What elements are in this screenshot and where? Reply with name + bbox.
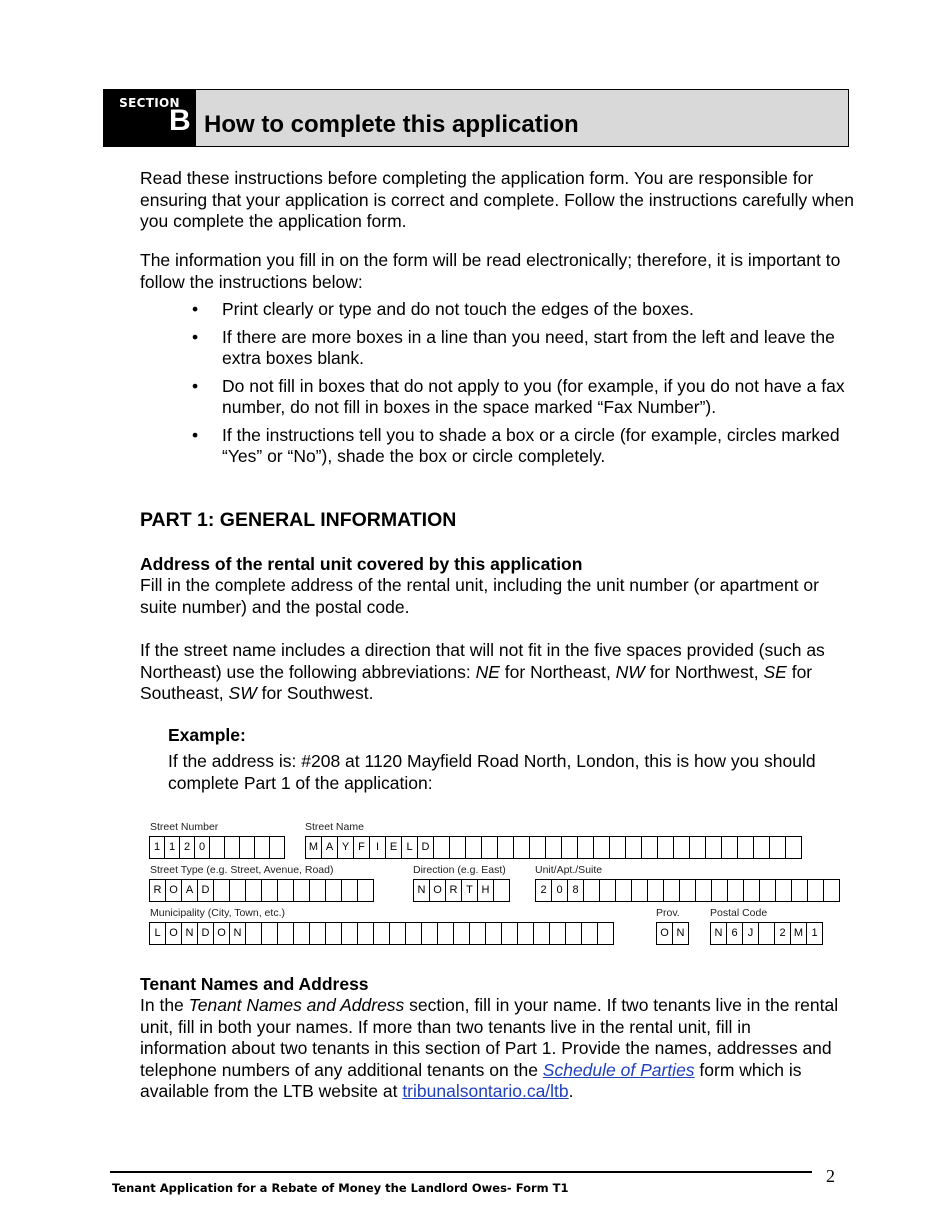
char-box: [240, 837, 255, 858]
part1-heading: PART 1: GENERAL INFORMATION: [140, 509, 457, 531]
char-box: [498, 837, 514, 858]
char-box: D: [198, 880, 214, 901]
char-box: 6: [727, 923, 743, 944]
tenant-heading: Tenant Names and Address: [140, 974, 369, 994]
char-box: [422, 923, 438, 944]
char-box: [454, 923, 470, 944]
char-box: [438, 923, 454, 944]
char-box: [610, 837, 626, 858]
char-box: I: [370, 837, 386, 858]
char-box: A: [322, 837, 338, 858]
char-box: 2: [775, 923, 791, 944]
footer-rule: [110, 1171, 812, 1173]
char-box: [502, 923, 518, 944]
char-box: [738, 837, 754, 858]
char-box: N: [414, 880, 430, 901]
char-box: [786, 837, 801, 858]
char-box: F: [354, 837, 370, 858]
char-box: [450, 837, 466, 858]
char-box: [518, 923, 534, 944]
intro-paragraph-2: The information you fill in on the form will be read electronically; therefore, it is important to follow the instructions below:: [140, 250, 841, 292]
char-box: [342, 923, 358, 944]
char-box: [214, 880, 230, 901]
municipality-label: Municipality (City, Town, etc.): [150, 907, 285, 919]
char-box: M: [306, 837, 322, 858]
char-box: [466, 837, 482, 858]
province-boxes: [656, 922, 689, 945]
char-box: R: [446, 880, 462, 901]
char-box: [626, 837, 642, 858]
direction-label: Direction (e.g. East): [413, 864, 506, 876]
char-box: [246, 923, 262, 944]
char-box: 8: [568, 880, 584, 901]
char-box: [294, 880, 310, 901]
char-box: [514, 837, 530, 858]
char-box: [632, 880, 648, 901]
tenant-paragraph: In the Tenant Names and Address section, fill in your name. If two tenants live in the rental unit, fill in both your names. If more than two tenants live in the rental unit, fill in information about two tenants in this section of Part 1. Provide the names, addresses and telephone numbers of any additional tenants on the Schedule of Parties form which is available from the LTB website at tribunalsontario.ca/ltb.: [140, 995, 839, 1101]
char-box: [390, 923, 406, 944]
section-title: How to complete this application: [204, 111, 579, 138]
char-box: N: [711, 923, 727, 944]
char-box: [434, 837, 450, 858]
char-box: [582, 923, 598, 944]
section-label: SECTION: [119, 96, 180, 110]
char-box: N: [182, 923, 198, 944]
char-box: [600, 880, 616, 901]
province-label: Prov.: [656, 907, 680, 919]
street-name-label: Street Name: [305, 821, 364, 833]
char-box: [744, 880, 760, 901]
char-box: L: [402, 837, 418, 858]
char-box: [210, 837, 225, 858]
char-box: O: [430, 880, 446, 901]
char-box: [594, 837, 610, 858]
char-box: J: [743, 923, 759, 944]
char-box: [294, 923, 310, 944]
char-box: O: [166, 880, 182, 901]
char-box: A: [182, 880, 198, 901]
unit-boxes: [535, 879, 840, 902]
char-box: [262, 923, 278, 944]
char-box: O: [657, 923, 673, 944]
street-type-label: Street Type (e.g. Street, Avenue, Road): [150, 864, 334, 876]
char-box: [664, 880, 680, 901]
char-box: [759, 923, 775, 944]
char-box: [578, 837, 594, 858]
char-box: [225, 837, 240, 858]
address-heading: Address of the rental unit covered by this application: [140, 554, 583, 574]
footer-form-title: Tenant Application for a Rebate of Money the Landlord Owes- Form T1: [112, 1181, 569, 1195]
char-box: [674, 837, 690, 858]
char-box: 0: [552, 880, 568, 901]
list-item: • Print clearly or type and do not touch the edges of the boxes.: [190, 299, 870, 321]
char-box: [326, 880, 342, 901]
intro-paragraph-1: Read these instructions before completing the application form. You are responsible for ensuring that your application is correct and complete. Follow the instructions carefully when you complete the application form.: [140, 168, 854, 231]
char-box: [326, 923, 342, 944]
char-box: [792, 880, 808, 901]
street-number-label: Street Number: [150, 821, 219, 833]
char-box: [562, 837, 578, 858]
char-box: [406, 923, 422, 944]
char-box: [310, 923, 326, 944]
char-box: [760, 880, 776, 901]
char-box: [278, 923, 294, 944]
char-box: O: [166, 923, 182, 944]
char-box: M: [791, 923, 807, 944]
char-box: [534, 923, 550, 944]
list-item: • Do not fill in boxes that do not apply to you (for example, if you do not have a fax number, do not fill in boxes in the space marked “Fax Number”).: [190, 376, 870, 419]
street-type-boxes: [149, 879, 374, 902]
char-box: [658, 837, 674, 858]
char-box: R: [150, 880, 166, 901]
postal-code-boxes: [710, 922, 823, 945]
postal-code-label: Postal Code: [710, 907, 768, 919]
page-number: 2: [826, 1166, 835, 1186]
street-number-boxes: [149, 836, 285, 859]
char-box: [486, 923, 502, 944]
char-box: [616, 880, 632, 901]
char-box: [310, 880, 326, 901]
char-box: [342, 880, 358, 901]
char-box: 1: [165, 837, 180, 858]
char-box: H: [478, 880, 494, 901]
char-box: [824, 880, 839, 901]
char-box: [494, 880, 509, 901]
char-box: 1: [811, 927, 818, 939]
char-box: [598, 923, 613, 944]
char-box: [648, 880, 664, 901]
char-box: Y: [338, 837, 354, 858]
example-paragraph: If the address is: #208 at 1120 Mayfield Road North, London, this is how you should complete Part 1 of the application:: [168, 751, 816, 793]
char-box: [470, 923, 486, 944]
char-box: [482, 837, 498, 858]
char-box: [808, 880, 824, 901]
street-name-boxes: [305, 836, 802, 859]
char-box: [566, 923, 582, 944]
char-box: [770, 837, 786, 858]
list-item: • If there are more boxes in a line than you need, start from the left and leave the extra boxes blank.: [190, 327, 870, 370]
char-box: [230, 880, 246, 901]
char-box: [722, 837, 738, 858]
char-box: [530, 837, 546, 858]
instruction-list: [190, 299, 870, 474]
char-box: O: [214, 923, 230, 944]
list-item: • If the instructions tell you to shade a box or a circle (for example, circles marked “Yes” or “No”), shade the box or circle completely.: [190, 425, 870, 468]
char-box: 2: [180, 837, 195, 858]
unit-label: Unit/Apt./Suite: [535, 864, 603, 876]
char-box: T: [462, 880, 478, 901]
char-box: D: [198, 923, 214, 944]
char-box: [690, 837, 706, 858]
char-box: 1: [150, 837, 165, 858]
char-box: [680, 880, 696, 901]
char-box: [696, 880, 712, 901]
char-box: [255, 837, 270, 858]
address-paragraph: Fill in the complete address of the rental unit, including the unit number (or apartment or suite number) and the postal code.: [140, 575, 819, 617]
char-box: [584, 880, 600, 901]
section-badge: [103, 89, 196, 146]
char-box: 0: [195, 837, 210, 858]
municipality-boxes: [149, 922, 614, 945]
char-box: N: [230, 923, 246, 944]
website-link[interactable]: tribunalsontario.ca/ltb: [402, 1081, 569, 1101]
char-box: [550, 923, 566, 944]
section-letter: B: [169, 104, 191, 137]
char-box: D: [418, 837, 434, 858]
direction-paragraph: If the street name includes a direction that will not fit in the five spaces provided (such as Northeast) use the following abbreviations: NE for Northeast, NW for Northwest, SE for Southeast, SW for Southwest.: [140, 640, 825, 703]
char-box: [358, 880, 373, 901]
char-box: E: [386, 837, 402, 858]
char-box: N: [676, 927, 685, 939]
char-box: [776, 880, 792, 901]
char-box: [270, 837, 284, 858]
char-box: L: [150, 923, 166, 944]
char-box: [246, 880, 262, 901]
schedule-of-parties-link[interactable]: Schedule of Parties: [542, 1059, 695, 1080]
char-box: [546, 837, 562, 858]
direction-boxes: [413, 879, 510, 902]
char-box: [374, 923, 390, 944]
char-box: [728, 880, 744, 901]
char-box: [706, 837, 722, 858]
char-box: [278, 880, 294, 901]
example-heading: Example:: [168, 725, 246, 745]
char-box: [262, 880, 278, 901]
char-box: [754, 837, 770, 858]
char-box: 2: [536, 880, 552, 901]
char-box: [642, 837, 658, 858]
char-box: [358, 923, 374, 944]
char-box: [712, 880, 728, 901]
